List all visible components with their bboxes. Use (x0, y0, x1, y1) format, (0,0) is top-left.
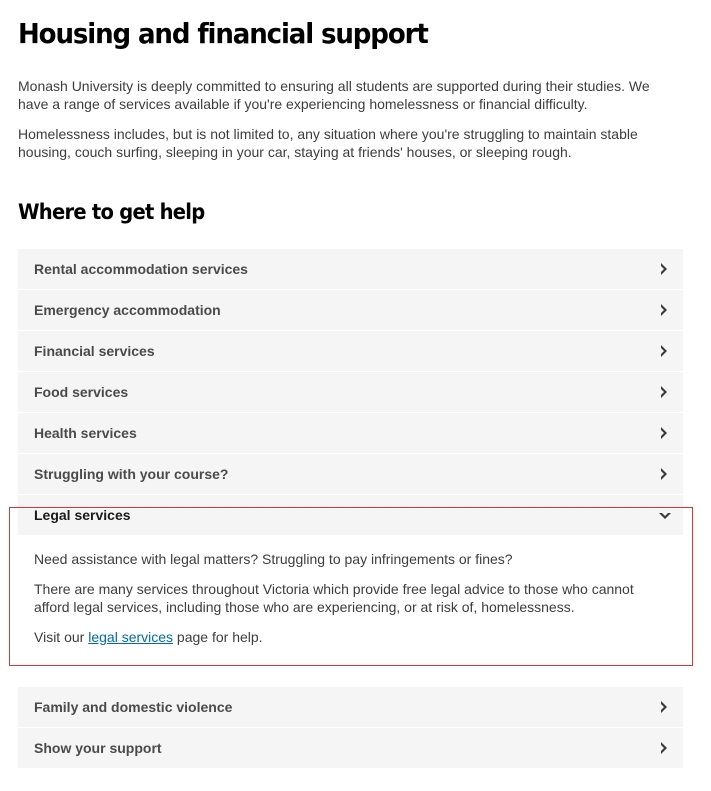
chevron-right-icon (659, 701, 669, 713)
accordion-item-label: Show your support (34, 740, 162, 756)
chevron-right-icon (659, 427, 669, 439)
help-accordion-continued (18, 687, 683, 769)
intro-paragraph-1: Monash University is deeply committed to ensuring all students are supported during their studies. We have a range of services available if you're experiencing homelessness or financial difficulty. (18, 78, 650, 112)
accordion-item-food-services[interactable] (18, 372, 683, 413)
intro-paragraph-2: Homelessness includes, but is not limited to, any situation where you're struggling to maintain stable housing, couch surfing, sleeping in your car, staying at friends' houses, or sleeping rough. (18, 126, 638, 160)
accordion-item-label: Health services (34, 425, 137, 441)
legal-services-panel (18, 536, 683, 667)
chevron-right-icon (659, 263, 669, 275)
accordion-item-label: Struggling with your course? (34, 466, 229, 482)
chevron-right-icon (659, 304, 669, 316)
accordion-item-label: Food services (34, 384, 129, 400)
accordion-item-show-your-support[interactable] (18, 728, 683, 769)
accordion-item-health-services[interactable] (18, 413, 683, 454)
accordion-item-label: Emergency accommodation (34, 302, 221, 318)
accordion-item-family-domestic-violence[interactable] (18, 687, 683, 728)
chevron-right-icon (659, 386, 669, 398)
legal-panel-text-before: Visit our (34, 629, 89, 645)
legal-services-link[interactable]: legal services (88, 629, 174, 645)
help-accordion (18, 249, 683, 667)
accordion-item-label: Legal services (34, 507, 131, 523)
accordion-item-label: Rental accommodation services (34, 261, 248, 277)
accordion-item-legal-services[interactable] (18, 495, 683, 536)
accordion-item-emergency-accommodation[interactable] (18, 290, 683, 331)
accordion-item-label: Financial services (34, 343, 155, 359)
legal-panel-paragraph-3 (34, 628, 664, 646)
accordion-item-struggling-with-course[interactable] (18, 454, 683, 495)
legal-panel-paragraph-1: Need assistance with legal matters? Struggling to pay infringements or fines? (34, 551, 513, 567)
accordion-item-label: Family and domestic violence (34, 699, 233, 715)
accordion-item-financial-services[interactable] (18, 331, 683, 372)
chevron-right-icon (659, 345, 669, 357)
accordion-item-rental-accommodation[interactable] (18, 249, 683, 290)
chevron-right-icon (659, 742, 669, 754)
page-title: Housing and financial support (18, 17, 428, 50)
chevron-down-icon (659, 511, 671, 521)
section-title: Where to get help (18, 200, 205, 224)
legal-panel-text-after: page for help. (173, 629, 263, 645)
chevron-right-icon (659, 468, 669, 480)
legal-panel-paragraph-2: There are many services throughout Victoria which provide free legal advice to those who cannot afford legal services, including those who are experiencing, or at risk of, homelessness. (34, 581, 634, 615)
